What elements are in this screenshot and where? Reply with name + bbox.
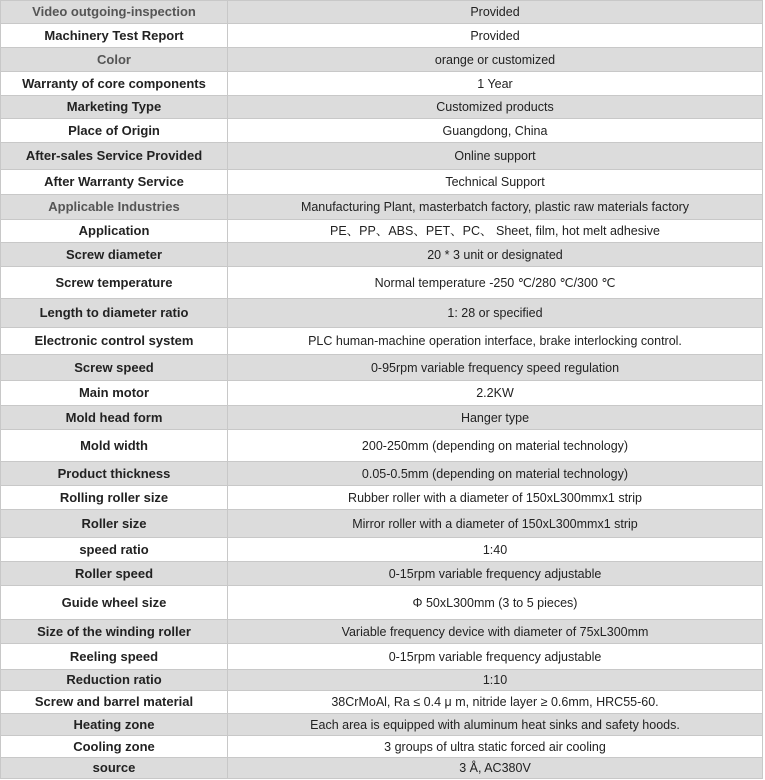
- spec-value: 0-15rpm variable frequency adjustable: [228, 644, 763, 670]
- spec-value: Variable frequency device with diameter of 75xL300mm: [228, 620, 763, 644]
- spec-row: [1, 644, 763, 670]
- spec-value: 2.2KW: [228, 381, 763, 406]
- spec-row: [1, 96, 763, 119]
- spec-row: [1, 195, 763, 220]
- spec-label: Screw diameter: [1, 243, 228, 267]
- spec-label: After-sales Service Provided: [1, 143, 228, 170]
- spec-value: 0-95rpm variable frequency speed regulation: [228, 355, 763, 381]
- spec-value: 3 groups of ultra static forced air cooling: [228, 736, 763, 758]
- spec-label: Warranty of core components: [1, 72, 228, 96]
- spec-table-body: [1, 1, 763, 779]
- spec-value: 38CrMoAl, Ra ≤ 0.4 μ m, nitride layer ≥ 0.6mm, HRC55-60.: [228, 691, 763, 714]
- spec-row: [1, 691, 763, 714]
- spec-label: Color: [1, 48, 228, 72]
- spec-label: Reeling speed: [1, 644, 228, 670]
- spec-row: [1, 486, 763, 510]
- spec-value: Rubber roller with a diameter of 150xL300mmx1 strip: [228, 486, 763, 510]
- spec-row: [1, 220, 763, 243]
- spec-label: Product thickness: [1, 462, 228, 486]
- spec-value: PLC human-machine operation interface, brake interlocking control.: [228, 328, 763, 355]
- spec-value: Each area is equipped with aluminum heat sinks and safety hoods.: [228, 714, 763, 736]
- spec-value: Guangdong, China: [228, 119, 763, 143]
- spec-value: 0.05-0.5mm (depending on material technology): [228, 462, 763, 486]
- spec-label: Heating zone: [1, 714, 228, 736]
- spec-row: [1, 299, 763, 328]
- spec-label: source: [1, 758, 228, 779]
- spec-label: Main motor: [1, 381, 228, 406]
- spec-row: [1, 406, 763, 430]
- spec-row: [1, 586, 763, 620]
- spec-value: Provided: [228, 1, 763, 24]
- spec-value: 1: 28 or specified: [228, 299, 763, 328]
- spec-value: PE、PP、ABS、PET、PC、 Sheet, film, hot melt adhesive: [228, 220, 763, 243]
- spec-row: [1, 1, 763, 24]
- spec-value: Hanger type: [228, 406, 763, 430]
- spec-label: Screw speed: [1, 355, 228, 381]
- spec-label: Cooling zone: [1, 736, 228, 758]
- spec-row: [1, 143, 763, 170]
- spec-row: [1, 24, 763, 48]
- spec-label: speed ratio: [1, 538, 228, 562]
- spec-label: After Warranty Service: [1, 170, 228, 195]
- spec-row: [1, 170, 763, 195]
- spec-row: [1, 620, 763, 644]
- spec-label: Applicable Industries: [1, 195, 228, 220]
- spec-value: Φ 50xL300mm (3 to 5 pieces): [228, 586, 763, 620]
- spec-row: [1, 381, 763, 406]
- spec-label: Roller speed: [1, 562, 228, 586]
- spec-row: [1, 538, 763, 562]
- spec-label: Screw and barrel material: [1, 691, 228, 714]
- spec-label: Electronic control system: [1, 328, 228, 355]
- spec-value: 200-250mm (depending on material technology): [228, 430, 763, 462]
- spec-row: [1, 48, 763, 72]
- spec-label: Size of the winding roller: [1, 620, 228, 644]
- spec-value: Online support: [228, 143, 763, 170]
- spec-row: [1, 670, 763, 691]
- spec-row: [1, 430, 763, 462]
- spec-row: [1, 267, 763, 299]
- spec-row: [1, 243, 763, 267]
- spec-value: Provided: [228, 24, 763, 48]
- spec-label: Guide wheel size: [1, 586, 228, 620]
- spec-row: [1, 355, 763, 381]
- spec-value: 1 Year: [228, 72, 763, 96]
- spec-label: Marketing Type: [1, 96, 228, 119]
- spec-value: 0-15rpm variable frequency adjustable: [228, 562, 763, 586]
- spec-label: Video outgoing-inspection: [1, 1, 228, 24]
- spec-row: [1, 328, 763, 355]
- spec-row: [1, 119, 763, 143]
- spec-label: Machinery Test Report: [1, 24, 228, 48]
- spec-value: orange or customized: [228, 48, 763, 72]
- spec-value: 20 * 3 unit or designated: [228, 243, 763, 267]
- spec-label: Mold head form: [1, 406, 228, 430]
- spec-value: 1:10: [228, 670, 763, 691]
- spec-row: [1, 462, 763, 486]
- spec-label: Roller size: [1, 510, 228, 538]
- spec-label: Reduction ratio: [1, 670, 228, 691]
- spec-value: Customized products: [228, 96, 763, 119]
- spec-label: Mold width: [1, 430, 228, 462]
- spec-row: [1, 758, 763, 779]
- spec-value: Manufacturing Plant, masterbatch factory, plastic raw materials factory: [228, 195, 763, 220]
- spec-label: Application: [1, 220, 228, 243]
- spec-value: Technical Support: [228, 170, 763, 195]
- spec-row: [1, 510, 763, 538]
- spec-label: Screw temperature: [1, 267, 228, 299]
- spec-label: Length to diameter ratio: [1, 299, 228, 328]
- spec-value: Mirror roller with a diameter of 150xL300mmx1 strip: [228, 510, 763, 538]
- spec-label: Place of Origin: [1, 119, 228, 143]
- spec-value: 3 Å, AC380V: [228, 758, 763, 779]
- spec-row: [1, 562, 763, 586]
- spec-row: [1, 72, 763, 96]
- spec-row: [1, 736, 763, 758]
- spec-value: 1:40: [228, 538, 763, 562]
- spec-value: Normal temperature -250 ℃/280 ℃/300 ℃: [228, 267, 763, 299]
- spec-row: [1, 714, 763, 736]
- spec-label: Rolling roller size: [1, 486, 228, 510]
